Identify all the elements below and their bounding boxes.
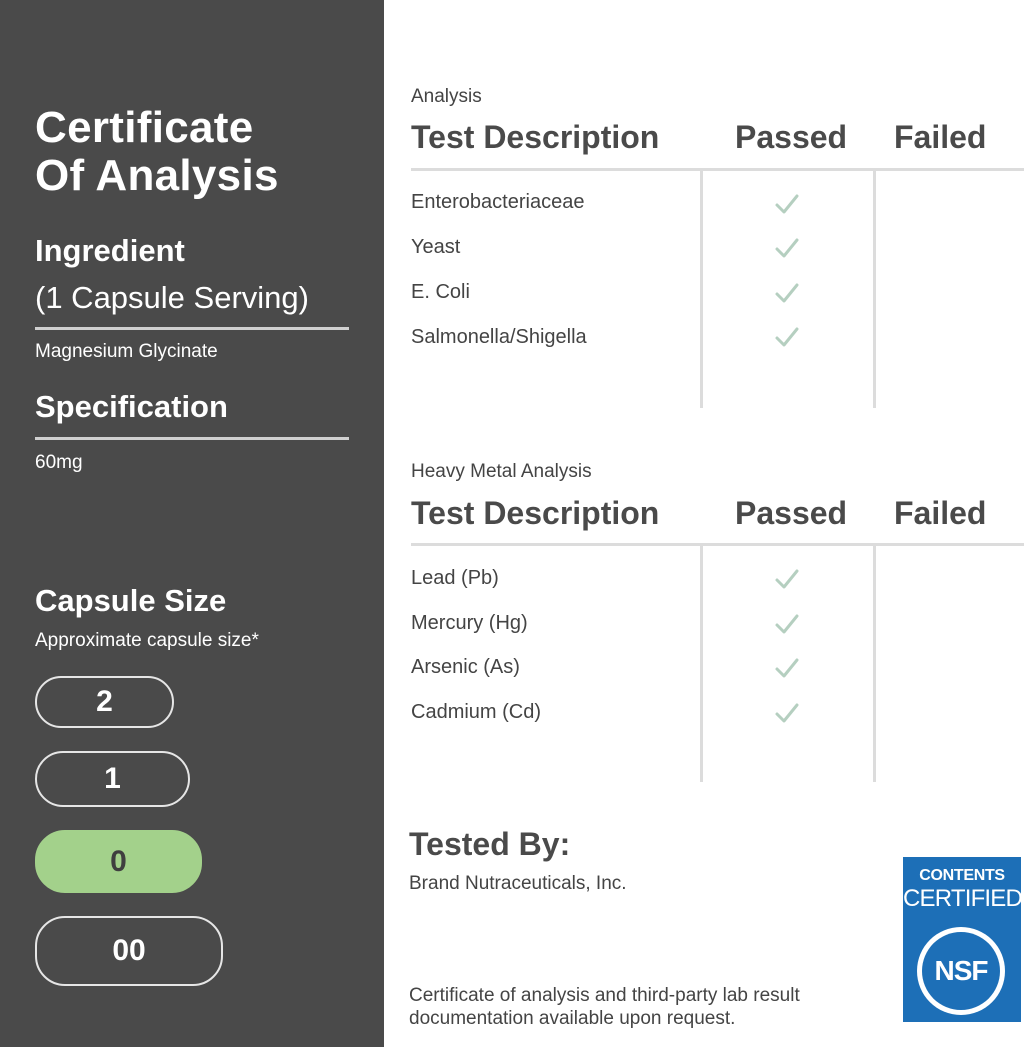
analysis-col-failed: Failed	[894, 119, 987, 155]
check-icon	[774, 324, 800, 350]
heavy-metal-col-divider-2	[873, 545, 876, 782]
tested-by-heading: Tested By:	[409, 826, 571, 862]
heavy-metal-row-1: Lead (Pb)	[411, 567, 499, 589]
results-panel	[384, 0, 1024, 1047]
analysis-col-passed: Passed	[735, 119, 848, 155]
analysis-row-2: Yeast	[411, 236, 461, 258]
capsule-size-00: 00	[35, 916, 223, 986]
check-icon	[774, 280, 800, 306]
nsf-certified-badge	[903, 857, 1021, 1022]
heavy-metal-col-failed: Failed	[894, 495, 987, 531]
ingredient-divider	[35, 327, 349, 330]
capsule-size-subheading: Approximate capsule size*	[35, 630, 259, 651]
check-icon	[774, 611, 800, 637]
analysis-col-divider-1	[700, 170, 703, 408]
lab-name: Brand Nutraceuticals, Inc.	[409, 873, 627, 894]
documentation-note: Certificate of analysis and third-party lab result documentation available upon request.	[409, 985, 800, 1029]
heavy-metal-col-test: Test Description	[411, 495, 660, 531]
ingredient-value: Magnesium Glycinate	[35, 341, 218, 362]
specification-value: 60mg	[35, 452, 83, 473]
ingredient-heading: Ingredient	[35, 233, 185, 268]
heavy-metal-header-divider	[411, 543, 1024, 546]
heavy-metal-row-2: Mercury (Hg)	[411, 612, 528, 634]
capsule-size-1: 1	[35, 751, 190, 807]
specification-heading: Specification	[35, 389, 228, 424]
heavy-metal-col-divider-1	[700, 545, 703, 782]
analysis-col-test: Test Description	[411, 119, 660, 155]
heavy-metal-section-label: Heavy Metal Analysis	[411, 461, 592, 482]
analysis-row-1: Enterobacteriaceae	[411, 191, 585, 213]
analysis-col-divider-2	[873, 170, 876, 408]
check-icon	[774, 655, 800, 681]
analysis-row-3: E. Coli	[411, 281, 470, 303]
nsf-seal-text: NSF	[922, 932, 1000, 1010]
check-icon	[774, 191, 800, 217]
heavy-metal-col-passed: Passed	[735, 495, 848, 531]
title-line-1: Certificate	[35, 103, 254, 152]
capsule-size-heading: Capsule Size	[35, 583, 227, 618]
nsf-seal-icon	[917, 927, 1005, 1015]
heavy-metal-row-4: Cadmium (Cd)	[411, 701, 542, 723]
check-icon	[774, 235, 800, 261]
analysis-row-4: Salmonella/Shigella	[411, 326, 587, 348]
analysis-section-label: Analysis	[411, 86, 482, 107]
ingredient-subheading: (1 Capsule Serving)	[35, 280, 309, 315]
title-line-2: Of Analysis	[35, 151, 279, 200]
page-title	[35, 104, 279, 200]
capsule-size-2: 2	[35, 676, 174, 728]
info-panel	[0, 0, 384, 1047]
analysis-header-divider	[411, 168, 1024, 171]
heavy-metal-row-3: Arsenic (As)	[411, 656, 520, 678]
check-icon	[774, 566, 800, 592]
badge-line-1: CONTENTS	[919, 867, 1005, 884]
badge-line-2: CERTIFIED	[903, 885, 1023, 912]
check-icon	[774, 700, 800, 726]
specification-divider	[35, 437, 349, 440]
capsule-size-0-selected: 0	[35, 830, 202, 893]
